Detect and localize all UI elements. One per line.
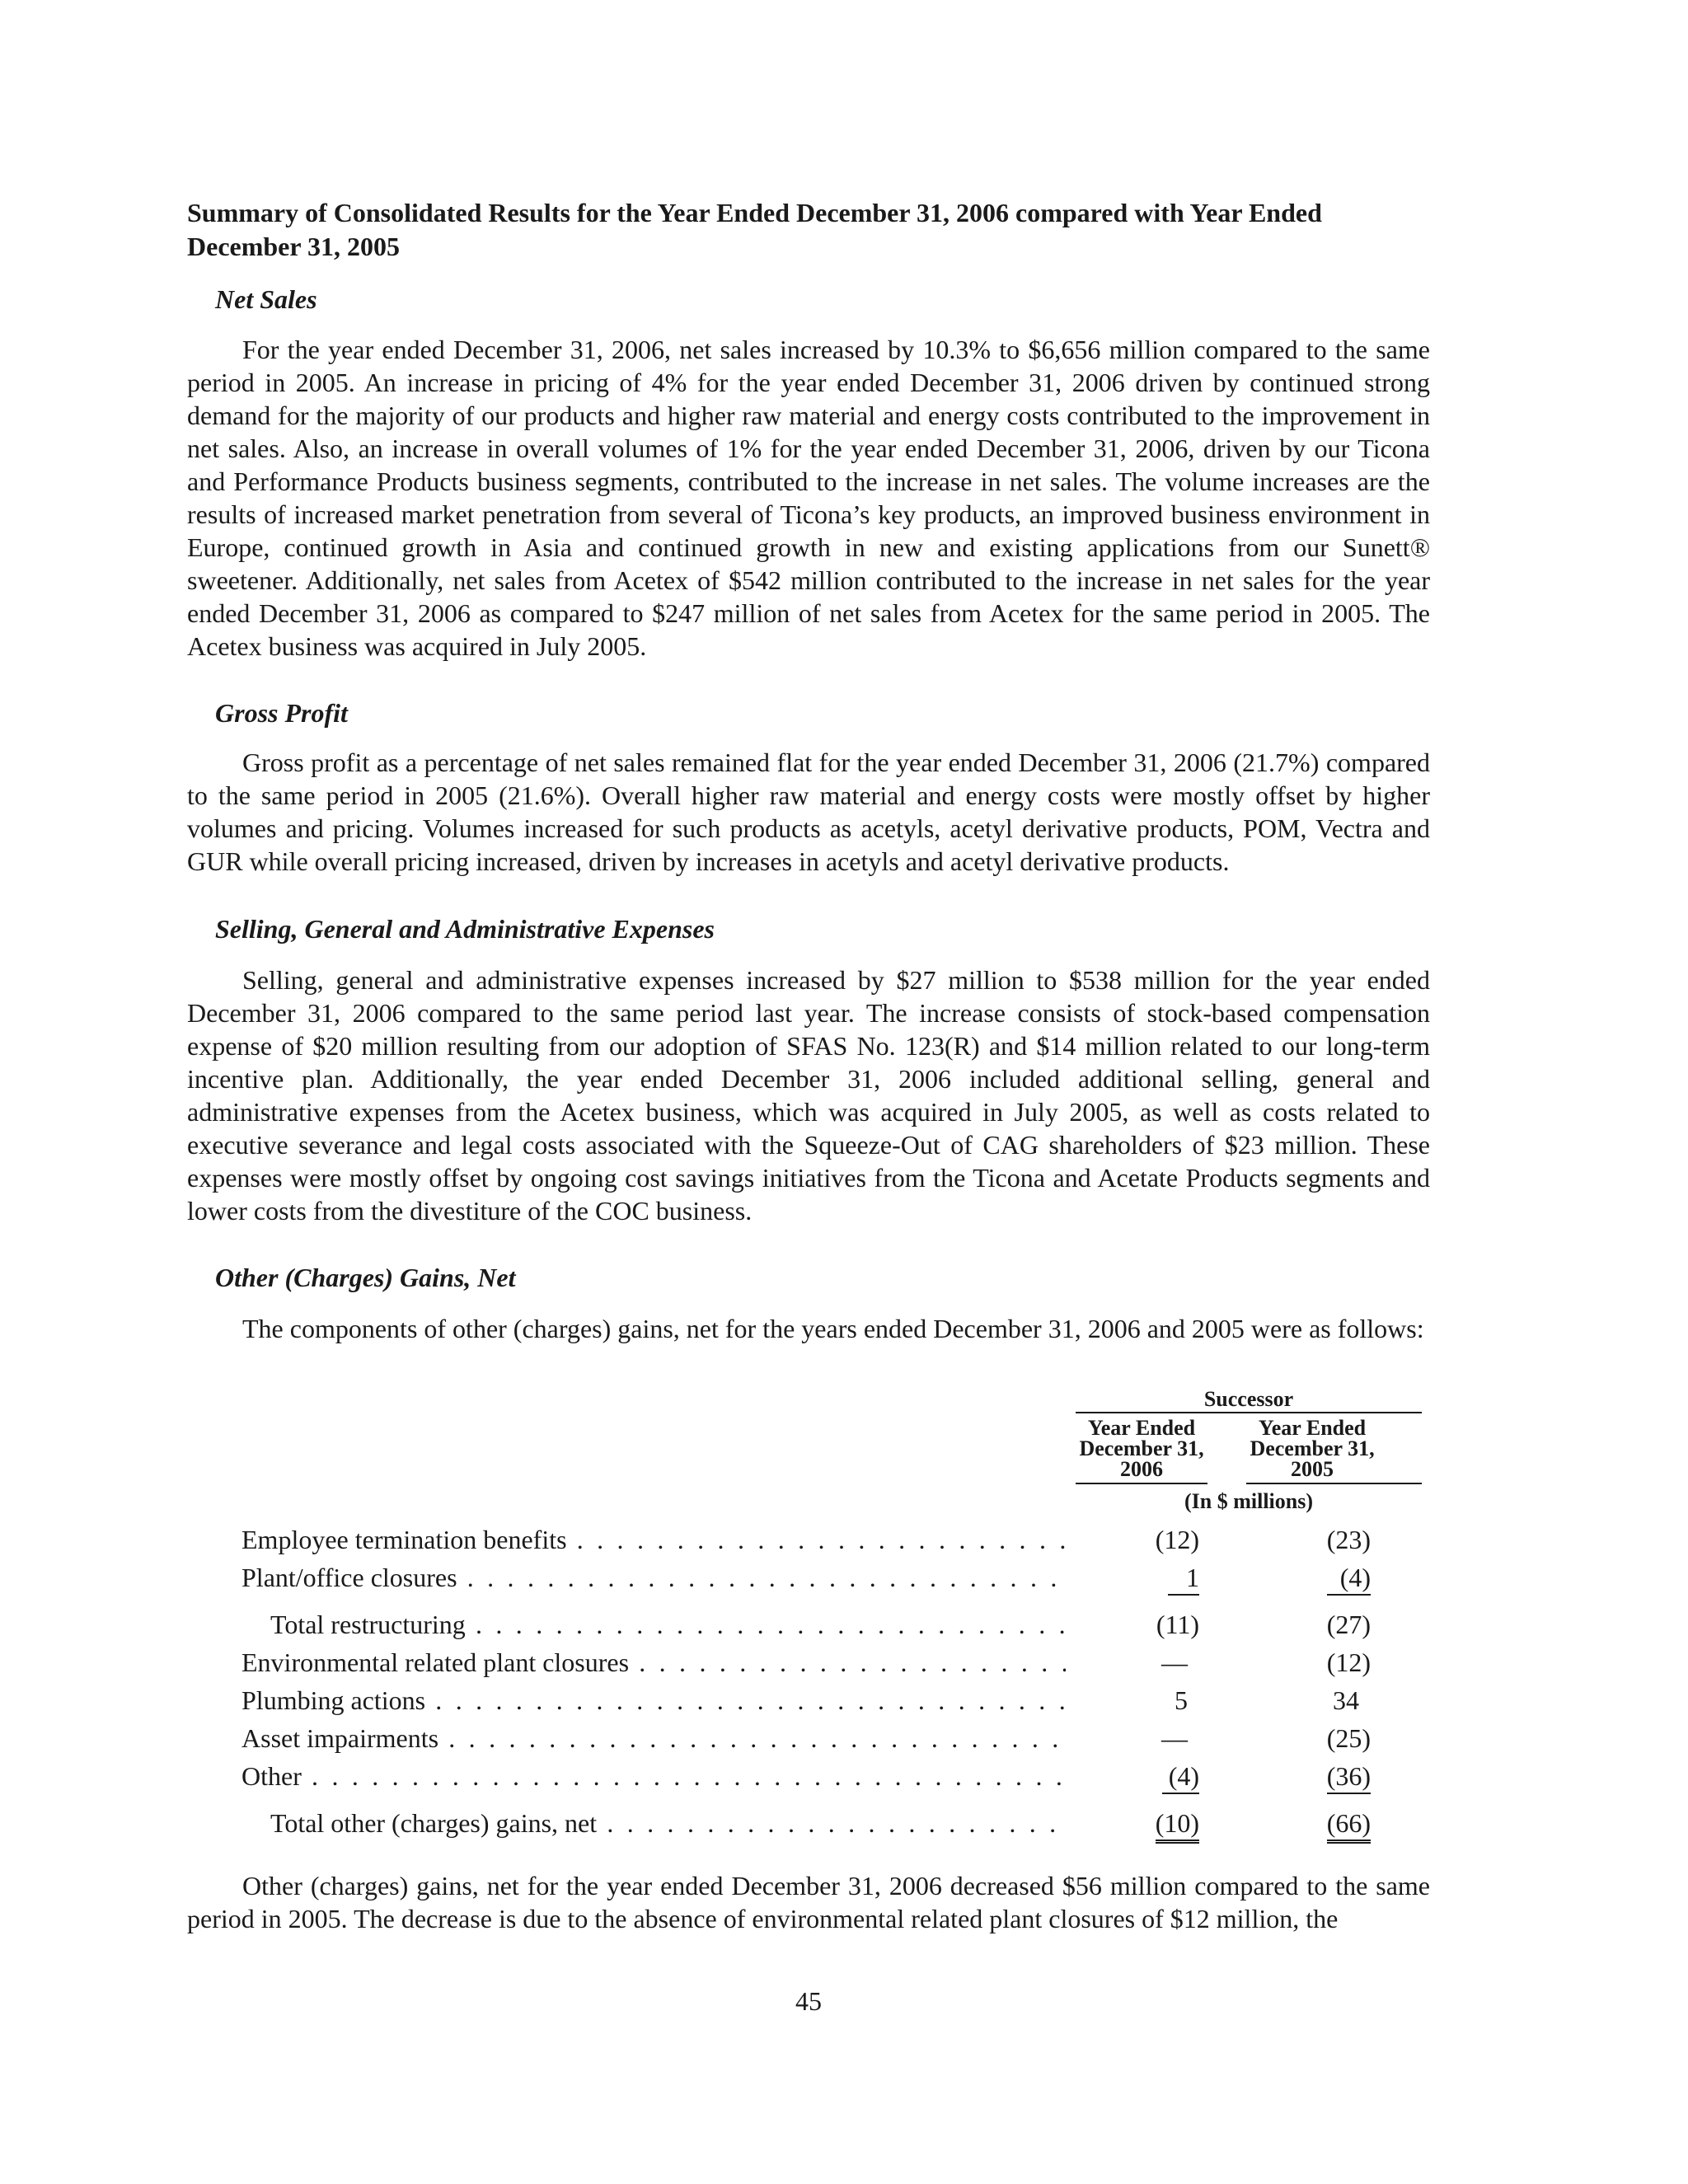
table-row [187,1558,1430,1596]
row-label: Total other (charges) gains, net . . . [270,1804,1095,1842]
paragraph-other-charges: The components of other (charges) gains, net for the years ended December 31, 2006 and 2005 were as follows: [242,1314,1424,1343]
row-label: Environmental related plant closures . . . [241,1643,1066,1681]
other-charges-table [187,1389,1430,1875]
cell-2006: (10) [1098,1804,1199,1842]
cell-2005: (23) [1326,1525,1371,1554]
table-row [187,1521,1430,1558]
heading-other-charges: Other (Charges) Gains, Net [215,1263,516,1292]
cell-2005: (27) [1326,1610,1371,1639]
cell-2006: — [1161,1647,1188,1677]
paragraph-gross-profit: Gross profit as a percentage of net sales remained flat for the year ended December 31, 2006 (21.7%) compared to the same period in 2005 (21.6%). Overall higher raw material and energy costs were mostly offset by higher volumes and pricing. Volumes increased for such products as acetyls, acetyl derivative products, POM, Vectra and GUR while overall pricing increased, driven by increases in acetyls and acetyl derivative products. [187,748,1430,876]
row-label: Total restructuring . . . [270,1605,1095,1643]
column-header-2005: Year Ended December 31, 2005 [1250,1416,1375,1481]
column-2006-rule [1076,1483,1207,1484]
table-row [187,1719,1430,1757]
table-row [187,1605,1430,1643]
table-row [187,1681,1430,1719]
units-label: (In $ millions) [1184,1489,1314,1513]
cell-2005: (12) [1326,1647,1371,1677]
cell-2006: (11) [1156,1610,1199,1639]
cell-2005: (25) [1326,1723,1371,1753]
cell-2006: 5 [1175,1685,1188,1715]
cell-2006: (12) [1155,1525,1199,1554]
cell-2006: — [1161,1723,1188,1753]
paragraph-sga: Selling, general and administrative expenses increased by $27 million to $538 million for the year ended December 31, 2006 compared to the same period last year. The increase consists of stock-based compensation expense of $20 million resulting from our adoption of SFAS No. 123(R) and $14 million related to our long-term incentive plan. Additionally, the year ended December 31, 2006 included additional selling, general and administrative expenses from the Acetex business, which was acquired in July 2005, as well as costs related to executive severance and legal costs associated with the Squeeze-Out of CAG shareholders of $23 million. These expenses were mostly offset by ongoing cost savings initiatives from the Ticona and Acetate Products segments and lower costs from the divestiture of the COC business. [187,965,1430,1226]
heading-gross-profit: Gross Profit [215,698,348,728]
cell-2005: (66) [1269,1804,1371,1842]
cell-2006: (4) [1098,1757,1199,1795]
row-label: Plumbing actions . . . [241,1681,1066,1719]
row-label: Other . . . [241,1757,1066,1795]
column-2005-rule [1246,1483,1422,1484]
heading-sga: Selling, General and Administrative Expenses [215,914,715,944]
row-label: Plant/office closures . . . [241,1558,1066,1596]
column-header-2006: Year Ended December 31, 2006 [1079,1416,1204,1481]
row-label: Asset impairments . . . [241,1719,1066,1757]
cell-2005: (36) [1269,1757,1371,1795]
table-row [187,1643,1430,1681]
row-label: Employee termination benefits . . . [241,1521,1066,1558]
group-header: Successor [1203,1387,1294,1411]
page-number: 45 [795,1986,822,2016]
table-row [187,1757,1430,1795]
cell-2005: (4) [1269,1558,1371,1596]
paragraph-net-sales: For the year ended December 31, 2006, net sales increased by 10.3% to $6,656 million compared to the same period in 2005. An increase in pricing of 4% for the year ended December 31, 2006 driven by continued strong demand for the majority of our products and higher raw material and energy costs contributed to the improvement in net sales. Also, an increase in overall volumes of 1% for the year ended December 31, 2006, driven by our Ticona and Performance Products business segments, contributed to the increase in net sales. The volume increases are the results of increased market penetration from several of Ticona’s key products, an improved business environment in Europe, continued growth in Asia and continued growth in new and existing applications from our Sunett® sweetener. Additionally, net sales from Acetex of $542 million contributed to the increase in net sales for the year ended December 31, 2006 as compared to $247 million of net sales from Acetex for the same period in 2005. The Acetex business was acquired in July 2005. [187,335,1430,661]
table-row-total [187,1804,1430,1842]
heading-net-sales: Net Sales [215,284,317,314]
cell-2006: 1 [1098,1558,1199,1596]
paragraph-closing: Other (charges) gains, net for the year ended December 31, 2006 decreased $56 million compared to the same period in 2005. The decrease is due to the absence of environmental related plant closures of $12 million, the [187,1871,1430,1933]
page-title: Summary of Consolidated Results for the Year Ended December 31, 2006 compared with Year Ended December 31, 2005 [187,198,1322,261]
cell-2005: 34 [1333,1685,1359,1715]
group-header-rule [1076,1412,1422,1413]
